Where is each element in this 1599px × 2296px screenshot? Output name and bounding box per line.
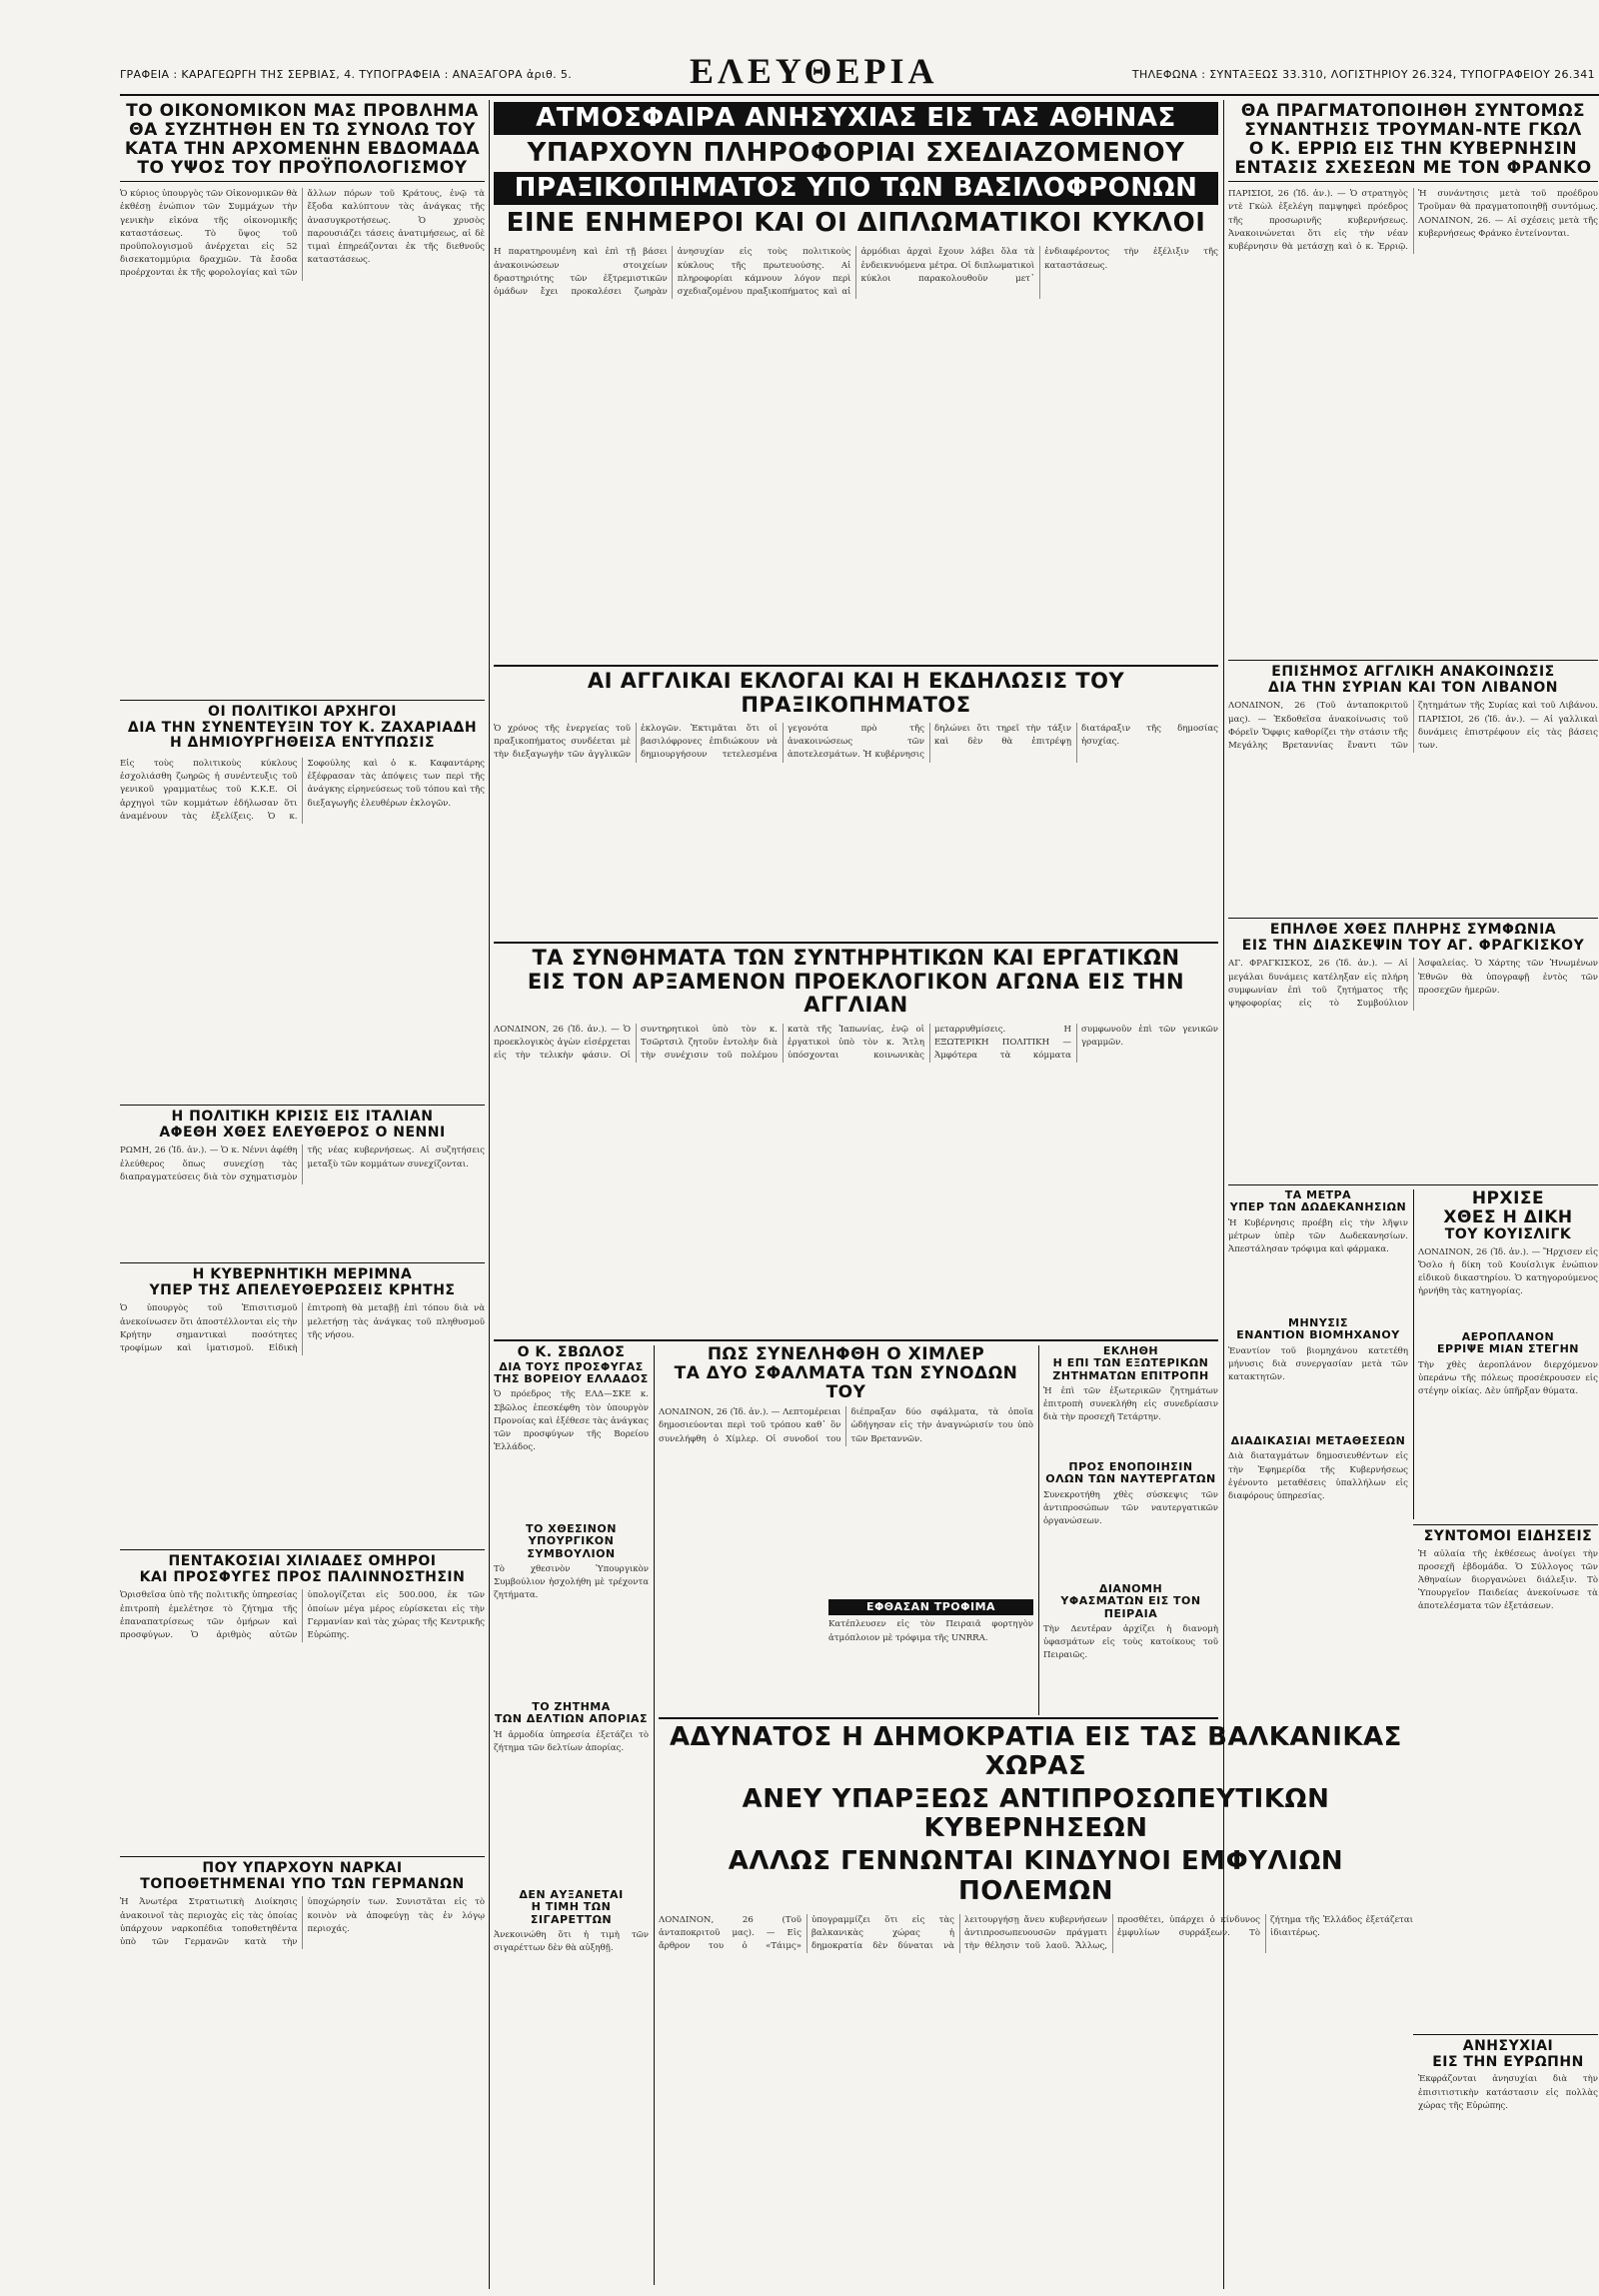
article-fabrics xyxy=(1043,1583,1218,1713)
headline: ΔΙΑΝΟΜΗ xyxy=(1098,1583,1163,1595)
headline: ΕΦΘΑΣΑΝ ΤΡΟΦΙΜΑ xyxy=(828,1599,1033,1615)
article-body: Ἡ αὐλαία τῆς ἐκθέσεως ἀνοίγει τὴν προσεχῆ ἑβδομάδα. Ὁ Σύλλογος τῶν Ἀθηναίων διοργανώνει διάλεξιν. Τὸ Ὑπουργεῖον Παιδείας ἀνεκοίνωσε τὰ ἀποτελέσματα τῶν ἐξετάσεων. xyxy=(1418,1548,1598,1612)
article-body: Ἡ ἐπὶ τῶν ἐξωτερικῶν ζητημάτων ἐπιτροπὴ συνεκλήθη εἰς συνεδρίασιν διὰ τὴν προσεχῆ Τετάρτην. xyxy=(1043,1385,1218,1423)
article-body: ΛΟΝΔΙΝΟΝ, 26 (Τοῦ ἀνταποκριτοῦ μας). — Εἰς ἄρθρον του ὁ «Τάιμς» ὑπογραμμίζει ὅτι εἰς τὰς βαλκανικὰς χώρας ἡ δημοκρατία δὲν δύναται νὰ λειτουργήσῃ ἄνευ κυβερνήσεων ἀντιπροσωπευουσῶν πράγματι τὴν θέλησιν τοῦ λαοῦ. Ἄλλως, προσθέτει, ὑπάρχει ὁ κίνδυνος ἐμφυλίων συρράξεων. Τὸ ζήτημα τῆς Ἑλλάδος ἐξετάζεται ἰδιαιτέρως. xyxy=(659,1914,1413,1952)
headline: ΥΠΑΡΧΟΥΝ ΠΛΗΡΟΦΟΡΙΑΙ ΣΧΕΔΙΑΖΟΜΕΝΟΥ xyxy=(527,138,1185,169)
headline: ΠΩΣ ΣΥΝΕΛΗΦΘΗ Ο ΧΙΜΛΕΡ xyxy=(707,1345,985,1364)
article-italy xyxy=(120,1110,485,1259)
headline: ΕΡΡΙΨΕ ΜΙΑΝ ΣΤΕΓΗΝ xyxy=(1437,1342,1579,1356)
headline: ΑΔΥΝΑΤΟΣ Η ΔΗΜΟΚΡΑΤΙΑ ΕΙΣ ΤΑΣ ΒΑΛΚΑΝΙΚΑΣ ΧΩΡΑΣ xyxy=(670,1723,1402,1782)
divider xyxy=(1413,2034,1598,2035)
article-body: Τὴν χθὲς ἀεροπλάνον διερχόμενον ὑπεράνω τῆς πόλεως προσέκρουσεν εἰς στέγην οἰκίας. Δὲν ὑπῆρξαν θύματα. xyxy=(1418,1359,1598,1397)
newspaper-title: ΕΛΕΥΘΕΡΙΑ xyxy=(690,51,938,91)
divider xyxy=(120,1856,485,1857)
headline: ΥΠΟΥΡΓΙΚΟΝ ΣΥΜΒΟΥΛΙΟΝ xyxy=(527,1534,616,1560)
article-europe xyxy=(1418,2039,1598,2279)
headline: ΕΚΛΗΘΗ xyxy=(1102,1345,1159,1357)
headline: ΕΝΑΝΤΙΟΝ ΒΙΟΜΗΧΑΝΟΥ xyxy=(1236,1328,1400,1342)
article-body: Ὁρισθεῖσα ὑπὸ τῆς πολιτικῆς ὑπηρεσίας ἐπιτροπὴ ἐμελέτησε τὸ ζήτημα τῆς ἐπαναπατρίσεως τῶν ὁμήρων καὶ προσφύγων. Ὁ ἀριθμὸς αὐτῶν ὑπολογίζεται εἰς 500.000, ἐκ τῶν ὁποίων μέγα μέρος εὑρίσκεται εἰς τὴν Γερμανίαν καὶ τὰς χώρας τῆς Κεντρικῆς Εὐρώπης. xyxy=(120,1590,485,1640)
masthead-offices: ΓΡΑΦΕΙΑ : ΚΑΡΑΓΕΩΡΓΗ ΤΗΣ ΣΕΡΒΙΑΣ, 4. ΤΥΠΟΓΡΑΦΕΙΑ : ΑΝΑΞΑΓΟΡΑ ἀριθ. 5. xyxy=(120,68,573,81)
headline: Η ΠΟΛΙΤΙΚΗ ΚΡΙΣΙΣ ΕΙΣ ΙΤΑΛΙΑΝ xyxy=(171,1110,434,1125)
headline: ΣΥΝΑΝΤΗΣΙΣ ΤΡΟΥΜΑΝ-ΝΤΕ ΓΚΩΛ xyxy=(1244,120,1582,141)
article-body: Ἡ ἁρμοδία ὑπηρεσία ἐξετάζει τὸ ζήτημα τῶν δελτίων ἀπορίας. xyxy=(494,1729,649,1753)
article-execution xyxy=(1043,1345,1218,1455)
article-divisions xyxy=(1228,1435,1408,1715)
headline: Η ΤΙΜΗ ΤΩΝ ΣΙΓΑΡΕΤΤΩΝ xyxy=(530,1900,613,1926)
headline: Η ΔΗΜΙΟΥΡΓΗΘΕΙΣΑ ΕΝΤΥΠΩΣΙΣ xyxy=(169,735,436,752)
headline: ΘΑ ΣΥΖΗΤΗΘΗ ΕΝ ΤΩ ΣΥΝΟΛΩ ΤΟΥ xyxy=(129,120,476,141)
headline: ΔΙΑ ΤΟΥΣ ΠΡΟΣΦΥΓΑΣ xyxy=(499,1359,644,1373)
article-deltia xyxy=(494,1701,649,1881)
article-body: Ὁ χρόνος τῆς ἐνεργείας τοῦ πραξικοπήματος συνδέεται μὲ τὴν διεξαγωγὴν τῶν ἀγγλικῶν ἐκλογῶν. Ἐκτιμᾶται ὅτι οἱ βασιλόφρονες ἐπιδιώκουν νὰ δημιουργήσουν τετελεσμένα γεγονότα πρὸ τῆς ἀνακοινώσεως τῶν ἀποτελεσμάτων. Ἡ κυβέρνησις δηλώνει ὅτι τηρεῖ τὴν τάξιν καὶ δὲν θὰ ἐπιτρέψῃ διατάραξιν τῆς δημοσίας ἡσυχίας. xyxy=(494,724,1218,761)
divider xyxy=(659,1717,1218,1719)
headline: ΤΟ ΟΙΚΟΝΟΜΙΚΟΝ ΜΑΣ ΠΡΟΒΛΗΜΑ xyxy=(126,102,479,121)
divider xyxy=(1228,1184,1598,1185)
article-body: Ἡ Ἀνωτέρα Στρατιωτικὴ Διοίκησις ἀνακοινοῖ τὰς περιοχὰς εἰς τὰς ὁποίας ὑπάρχουν ναρκοπέδια τοποθετηθέντα ὑπὸ τῶν Γερμανῶν κατὰ τὴν ὑποχώρησίν των. Συνιστᾶται εἰς τὸ κοινὸν νὰ ἀποφεύγῃ τὰς ἐν λόγῳ περιοχάς. xyxy=(120,1897,485,1947)
headline: ΠΡΟΣ ΕΝΟΠΟΙΗΣΙΝ xyxy=(1068,1461,1193,1473)
divider xyxy=(120,1262,485,1263)
headline: ΣΥΝΤΟΜΟΙ ΕΙΔΗΣΕΙΣ xyxy=(1423,1529,1593,1544)
divider xyxy=(120,1105,485,1106)
headline: ΑΕΡΟΠΛΑΝΟΝ xyxy=(1461,1331,1555,1343)
headline: Ο Κ. ΣΒΩΛΟΣ xyxy=(517,1345,626,1360)
headline: ΤΟΠΟΘΕΤΗΜΕΝΑΙ ΥΠΟ ΤΩΝ ΓΕΡΜΑΝΩΝ xyxy=(140,1875,465,1892)
headline: ΕΠΙΣΗΜΟΣ ΑΓΓΛΙΚΗ ΑΝΑΚΟΙΝΩΣΙΣ xyxy=(1271,665,1555,680)
divider xyxy=(1228,918,1598,919)
headline: ΕΙΣ ΤΟΝ ΑΡΞΑΜΕΝΟΝ ΠΡΟΕΚΛΟΓΙΚΟΝ ΑΓΩΝΑ ΕΙΣ ΤΗΝ ΑΓΓΛΙΑΝ xyxy=(527,969,1185,1018)
article-truman xyxy=(1228,102,1598,657)
article-hostages xyxy=(120,1554,485,1854)
article-body: Ὁ πρόεδρος τῆς ΕΛΔ—ΣΚΕ κ. Σβῶλος ἐπεσκέφθη τὸν ὑπουργὸν Προνοίας καὶ ἐξέθεσε τὰς ἀνάγκας τῶν προσφύγων τῆς Βορείου Ἑλλάδος. xyxy=(494,1389,649,1453)
headline: ΔΙΑ ΤΗΝ ΣΥΝΕΝΤΕΥΞΙΝ ΤΟΥ Κ. ΖΑΧΑΡΙΑΔΗ xyxy=(127,719,478,736)
article-uk-elections xyxy=(494,670,1218,940)
article-unify xyxy=(1043,1461,1218,1576)
headline: ΥΦΑΣΜΑΤΩΝ ΕΙΣ ΤΟΝ ΠΕΙΡΑΙΑ xyxy=(1060,1594,1201,1620)
headline: ΕΙΝΕ ΕΝΗΜΕΡΟΙ ΚΑΙ ΟΙ ΔΙΠΛΩΜΑΤΙΚΟΙ ΚΥΚΛΟΙ xyxy=(506,208,1206,239)
headline: ΑΝΕΥ ΥΠΑΡΞΕΩΣ ΑΝΤΙΠΡΟΣΩΠΕΥΤΙΚΩΝ ΚΥΒΕΡΝΗΣΕΩΝ xyxy=(742,1784,1330,1844)
headline: ΚΑΙ ΠΡΟΣΦΥΓΕΣ ΠΡΟΣ ΠΑΛΙΝΝΟΣΤΗΣΙΝ xyxy=(139,1568,466,1585)
article-body: ΠΑΡΙΣΙΟΙ, 26 (Ἰδ. ἀν.). — Ὁ στρατηγὸς ντὲ Γκὼλ ἐξελέγη παμψηφεὶ πρόεδρος τῆς προσωρινῆς κυβερνήσεως. Ἀνακοινώνεται ὅτι εἰς τὴν νέαν κυβέρνησιν θὰ μετάσχῃ καὶ ὁ κ. Ἐρριῷ. Ἡ συνάντησις μετὰ τοῦ προέδρου Τροῦμαν θὰ πραγματοποιηθῇ συντόμως. ΛΟΝΔΙΝΟΝ, 26. — Αἱ σχέσεις μετὰ τῆς κυβερνήσεως Φράνκο ἐντείνονται. xyxy=(1228,189,1598,252)
column-rule xyxy=(489,100,490,2289)
headline: ΘΑ ΠΡΑΓΜΑΤΟΠΟΙΗΘΗ ΣΥΝΤΟΜΩΣ xyxy=(1240,102,1586,121)
headline: ΗΡΧΙΣΕ xyxy=(1471,1189,1545,1208)
headline: ΤΗΣ ΒΟΡΕΙΟΥ ΕΛΛΑΔΟΣ xyxy=(494,1371,649,1385)
article-body: Συνεκροτήθη χθὲς σύσκεψις τῶν ἀντιπροσώπων τῶν ναυτεργατικῶν ὀργανώσεων. xyxy=(1043,1489,1218,1527)
headline: ΚΑΤΑ ΤΗΝ ΑΡΧΟΜΕΝΗΝ ΕΒΔΟΜΑΔΑ xyxy=(124,139,481,160)
article-quisling xyxy=(1418,1189,1598,1324)
headline: ΑΝΗΣΥΧΙΑΙ xyxy=(1462,2039,1554,2054)
article-body: Εἰς τοὺς πολιτικοὺς κύκλους ἐσχολιάσθη ζωηρῶς ἡ συνέντευξις τοῦ γενικοῦ γραμματέως τοῦ Κ.Κ.Ε. Οἱ ἀρχηγοὶ τῶν κομμάτων ἐδήλωσαν ὅτι ἀναμένουν τὰς ἐξελίξεις. Ὁ κ. Σοφούλης καὶ ὁ κ. Καφαντάρης ἐξέφρασαν τὰς ἀπόψεις των περὶ τῆς ἀνάγκης εἰρηνεύσεως τοῦ τόπου καὶ τῆς διεξαγωγῆς ἐλευθέρων ἐκλογῶν. xyxy=(120,759,485,822)
divider xyxy=(494,665,1218,667)
divider xyxy=(494,1339,1218,1341)
masthead xyxy=(120,52,1599,92)
headline: ΤΟ ΖΗΤΗΜΑ xyxy=(532,1701,611,1713)
headline: Ο Κ. ΕΡΡΙΩ ΕΙΣ ΤΗΝ ΚΥΒΕΡΝΗΣΙΝ xyxy=(1248,139,1578,160)
column-rule xyxy=(654,1345,655,2285)
masthead-rule xyxy=(120,94,1599,96)
headline: ΟΛΩΝ ΤΩΝ ΝΑΥΤΕΡΓΑΤΩΝ xyxy=(1045,1472,1216,1486)
headline: ΕΝΤΑΣΙΣ ΣΧΕΣΕΩΝ ΜΕ ΤΟΝ ΦΡΑΝΚΟ xyxy=(1228,159,1598,182)
article-body: Διὰ διαταγμάτων δημοσιευθέντων εἰς τὴν Ἐφημερίδα τῆς Κυβερνήσεως ἐγένοντο μεταθέσεις ὑπαλλήλων εἰς διαφόρους ὑπηρεσίας. xyxy=(1228,1451,1408,1501)
divider xyxy=(1228,660,1598,661)
headline: ΕΠΗΛΘΕ ΧΘΕΣ ΠΛΗΡΗΣ ΣΥΜΦΩΝΙΑ xyxy=(1269,923,1557,938)
headline: ΑΤΜΟΣΦΑΙΡΑ ΑΝΗΣΥΧΙΑΣ ΕΙΣ ΤΑΣ ΑΘΗΝΑΣ xyxy=(494,102,1218,135)
article-mines xyxy=(120,1861,485,2281)
article-body: Τὴν Δευτέραν ἀρχίζει ἡ διανομὴ ὑφασμάτων εἰς τοὺς κατοίκους τοῦ Πειραιῶς. xyxy=(1043,1623,1218,1661)
article-body: Η παρατηρουμένη καὶ ἐπὶ τῇ βάσει ἀνακοινώσεων στοιχείων δραστηριότης τῶν ἐξτρεμιστικῶν ὁμάδων ἔχει προκαλέσει ζωηρὰν ἀνησυχίαν εἰς τοὺς πολιτικοὺς κύκλους τῆς πρωτευούσης. Αἱ πληροφορίαι κάμνουν λόγον περὶ σχεδιαζομένου πραξικοπήματος καὶ αἱ ἁρμόδιαι ἀρχαὶ ἔχουν λάβει ὅλα τὰ ἐνδεικνυόμενα μέτρα. Οἱ διπλωματικοὶ κύκλοι παρακολουθοῦν μετ᾽ ἐνδιαφέροντος τὴν ἐξέλιξιν τῆς καταστάσεως. xyxy=(494,247,1218,298)
article-svolos xyxy=(494,1345,649,1515)
headline: ΑΦΕΘΗ ΧΘΕΣ ΕΛΕΥΘΕΡΟΣ Ο ΝΕΝΝΙ xyxy=(159,1124,446,1141)
headline: ΧΘΕΣ Η ΔΙΚΗ xyxy=(1443,1207,1573,1228)
headline: ΟΙ ΠΟΛΙΤΙΚΟΙ ΑΡΧΗΓΟΙ xyxy=(208,705,397,720)
article-francisco xyxy=(1228,923,1598,1182)
headline: ΑΛΛΩΣ ΓΕΝΝΩΝΤΑΙ ΚΙΝΔΥΝΟΙ ΕΜΦΥΛΙΩΝ ΠΟΛΕΜΩΝ xyxy=(728,1846,1344,1906)
headline: ΔΕΝ ΑΥΞΑΝΕΤΑΙ xyxy=(519,1889,624,1901)
headline: ΤΟ ΥΨΟΣ ΤΟΥ ΠΡΟΫΠΟΛΟΓΙΣΜΟΥ xyxy=(120,159,485,182)
article-body: ΛΟΝΔΙΝΟΝ, 26 (Τοῦ ἀνταποκριτοῦ μας). — Ἐκδοθεῖσα ἀνακοίνωσις τοῦ Φόρεϊν Ὄφφις καθορίζει τὴν στάσιν τῆς Μεγάλης Βρεταννίας ἔναντι τῶν ζητημάτων τῆς Συρίας καὶ τοῦ Λιβάνου. ΠΑΡΙΣΙΟΙ, 26 (Ἰδ. ἀν.). — Αἱ γαλλικαὶ δυνάμεις ἐπιστρέφουν εἰς τὰς βάσεις των. xyxy=(1228,701,1598,751)
article-crete xyxy=(120,1267,485,1547)
headline: ΔΙΑ ΤΗΝ ΣΥΡΙΑΝ ΚΑΙ ΤΟΝ ΛΙΒΑΝΟΝ xyxy=(1268,679,1558,696)
article-body: Ὁ κύριος ὑπουργὸς τῶν Οἰκονομικῶν θὰ ἐκθέσῃ ἐνώπιον τῶν Συμμάχων τὴν γενικὴν εἰκόνα τῆς οἰκονομικῆς καταστάσεως. Τὸ ὕψος τοῦ προϋπολογισμοῦ ἀνέρχεται εἰς 52 δισεκατομμύρια δραχμῶν. Τὰ ἔσοδα προέρχονται ἐκ τῆς φορολογίας καὶ τῶν ἄλλων πόρων τοῦ Κράτους, ἐνῷ τὰ ἔξοδα καλύπτουν τὰς ἀνάγκας τῆς ἀνασυγκροτήσεως. Ὁ χρυσὸς παρουσιάζει τάσεις ἀνατιμήσεως, αἱ δὲ τιμαὶ ἐπηρεάζονται ἐκ τῆς διεθνοῦς καταστάσεως. xyxy=(120,189,485,279)
headline: ΤΟ ΧΘΕΣΙΝΟΝ xyxy=(526,1523,617,1535)
article-body: ΑΓ. ΦΡΑΓΚΙΣΚΟΣ, 26 (Ἰδ. ἀν.). — Αἱ μεγάλαι δυνάμεις κατέληξαν εἰς πλήρη συμφωνίαν ἐπὶ τοῦ ζητήματος τῆς ψηφοφορίας εἰς τὸ Συμβούλιον Ἀσφαλείας. Ὁ Χάρτης τῶν Ἡνωμένων Ἐθνῶν θὰ ὑπογραφῇ ἐντὸς τῶν προσεχῶν ἡμερῶν. xyxy=(1228,959,1598,1009)
article-body: Ἀνεκοινώθη ὅτι ἡ τιμὴ τῶν σιγαρέττων δὲν θὰ αὐξηθῇ. xyxy=(494,1929,649,1954)
headline: ΔΙΑΔΙΚΑΣΙΑΙ ΜΕΤΑΘΕΣΕΩΝ xyxy=(1230,1435,1406,1447)
headline: ΤΩΝ ΔΕΛΤΙΩΝ ΑΠΟΡΙΑΣ xyxy=(494,1712,649,1726)
article-body: Ἐναντίον τοῦ βιομηχάνου κατετέθη μήνυσις διὰ συνεργασίαν μετὰ τῶν κατακτητῶν. xyxy=(1228,1345,1408,1383)
divider xyxy=(1413,1524,1598,1525)
article-body: Τὸ χθεσινὸν Ὑπουργικὸν Συμβούλιον ἠσχολήθη μὲ τρέχοντα ζητήματα. xyxy=(494,1563,649,1601)
article-leaders xyxy=(120,705,485,1105)
article-aeroplane xyxy=(1418,1331,1598,1521)
headline: ΕΙΣ ΤΗΝ ΕΥΡΩΠΗΝ xyxy=(1432,2053,1584,2070)
article-food xyxy=(828,1599,1033,1709)
headline: ΠΟΥ ΥΠΑΡΧΟΥΝ ΝΑΡΚΑΙ xyxy=(202,1861,403,1876)
divider xyxy=(120,1549,485,1550)
article-body: ΛΟΝΔΙΝΟΝ, 26 (Ἰδ. ἀν.). — Ὁ προεκλογικὸς ἀγὼν εἰσέρχεται εἰς τὴν τελικὴν φάσιν. Οἱ συντηρητικοὶ ὑπὸ τὸν κ. Τσῶρτσιλ ζητοῦν ἐντολὴν διὰ τὴν συνέχισιν τοῦ πολέμου κατὰ τῆς Ἰαπωνίας, ἐνῷ οἱ ἐργατικοὶ ὑπὸ τὸν κ. Ἄτλη ὑπόσχονται κοινωνικὰς μεταρρυθμίσεις. Η ΕΞΩΤΕΡΙΚΗ ΠΟΛΙΤΙΚΗ — Ἀμφότερα τὰ κόμματα συμφωνοῦν ἐπὶ τῶν γενικῶν γραμμῶν. xyxy=(494,1024,1218,1061)
article-measures xyxy=(1228,1189,1408,1309)
headline: ΤΟΥ ΚΟΥΙΣΛΙΓΚ xyxy=(1444,1226,1572,1243)
headline: ΤΑ ΔΥΟ ΣΦΑΛΜΑΤΑ ΤΩΝ ΣΥΝΟΔΩΝ ΤΟΥ xyxy=(674,1363,1018,1403)
article-syria xyxy=(1228,665,1598,915)
headline: ΤΑ ΜΕΤΡΑ xyxy=(1284,1189,1352,1201)
article-body: Ἡ Κυβέρνησις προέβη εἰς τὴν λῆψιν μέτρων ὑπὲρ τῶν Δωδεκανησίων. Ἀπεστάλησαν τρόφιμα καὶ φάρμακα. xyxy=(1228,1217,1408,1255)
headline: ΑΙ ΑΓΓΛΙΚΑΙ ΕΚΛΟΓΑΙ ΚΑΙ Η ΕΚΔΗΛΩΣΙΣ ΤΟΥ ΠΡΑΞΙΚΟΠΗΜΑΤΟΣ xyxy=(587,670,1125,717)
headline: ΥΠΕΡ ΤΩΝ ΔΩΔΕΚΑΝΗΣΙΩΝ xyxy=(1229,1200,1407,1214)
column-rule xyxy=(1413,1189,1414,1519)
article-mhnysis xyxy=(1228,1317,1408,1427)
headline: ΕΙΣ ΤΗΝ ΔΙΑΣΚΕΨΙΝ ΤΟΥ ΑΓ. ΦΡΑΓΚΙΣΚΟΥ xyxy=(1241,937,1585,954)
article-body: ΛΟΝΔΙΝΟΝ, 26 (Ἰδ. ἀν.). — Λεπτομέρειαι δημοσιεύονται περὶ τοῦ τρόπου καθ᾽ ὃν συνελήφθη ὁ Χίμλερ. Οἱ συνοδοί του διέπραξαν δύο σφάλματα, τὰ ὁποῖα ὡδήγησαν εἰς τὴν ἀναγνώρισίν του ὑπὸ τῶν Βρεταννῶν. xyxy=(659,1407,1033,1444)
headline: ΜΗΝΥΣΙΣ xyxy=(1288,1317,1348,1329)
divider xyxy=(494,942,1218,944)
article-body: Ἐκφράζονται ἀνησυχίαι διὰ τὴν ἐπισιτιστικὴν κατάστασιν εἰς πολλὰς χώρας τῆς Εὐρώπης. xyxy=(1418,2074,1598,2111)
headline: ΠΡΑΞΙΚΟΠΗΜΑΤΟΣ ΥΠΟ ΤΩΝ ΒΑΣΙΛΟΦΡΟΝΩΝ xyxy=(494,172,1218,205)
article-body: ΡΩΜΗ, 26 (Ἰδ. ἀν.). — Ὁ κ. Νέννι ἀφέθη ἐλεύθερος ὅπως συνεχίσῃ τὰς διαπραγματεύσεις διὰ τὸν σχηματισμὸν τῆς νέας κυβερνήσεως. Αἱ συζητήσεις μεταξὺ τῶν κομμάτων συνεχίζονται. xyxy=(120,1146,485,1182)
article-economy xyxy=(120,102,485,697)
article-cigarettes xyxy=(494,1889,649,2279)
article-atmosphere xyxy=(494,102,1218,662)
article-body: Ὁ ὑπουργὸς τοῦ Ἐπισιτισμοῦ ἀνεκοίνωσεν ὅτι ἀποστέλλονται εἰς τὴν Κρήτην σημαντικαὶ ποσότητες τροφίμων καὶ ἱματισμοῦ. Εἰδικὴ ἐπιτροπὴ θὰ μεταβῇ ἐπὶ τόπου διὰ νὰ μελετήσῃ τὰς ἀνάγκας τοῦ πληθυσμοῦ τῆς νήσου. xyxy=(120,1303,485,1353)
article-brief xyxy=(1418,1529,1598,2029)
article-balkans xyxy=(659,1723,1413,2283)
divider xyxy=(120,700,485,701)
article-body: Κατέπλευσεν εἰς τὸν Πειραιᾶ φορτηγὸν ἀτμόπλοιον μὲ τρόφιμα τῆς UNRRA. xyxy=(828,1619,1033,1643)
article-uk-campaign xyxy=(494,947,1218,1336)
headline: Η ΕΠΙ ΤΩΝ ΕΞΩΤΕΡΙΚΩΝ xyxy=(1052,1356,1209,1370)
column-rule xyxy=(1038,1345,1039,1715)
headline: ΤΑ ΣΥΝΘΗΜΑΤΑ ΤΩΝ ΣΥΝΤΗΡΗΤΙΚΩΝ ΚΑΙ ΕΡΓΑΤΙΚΩΝ xyxy=(532,947,1180,970)
headline: Η ΚΥΒΕΡΝΗΤΙΚΗ ΜΕΡΙΜΝΑ xyxy=(192,1267,413,1282)
headline: ΠΕΝΤΑΚΟΣΙΑΙ ΧΙΛΙΑΔΕΣ ΟΜΗΡΟΙ xyxy=(168,1554,437,1569)
article-xtheson xyxy=(494,1523,649,1693)
masthead-phones: ΤΗΛΕΦΩΝΑ : ΣΥΝΤΑΞΕΩΣ 33.310, ΛΟΓΙΣΤΗΡΙΟΥ 26.324, ΤΥΠΟΓΡΑΦΕΙΟΥ 26.341 xyxy=(1131,68,1595,81)
article-body: ΛΟΝΔΙΝΟΝ, 26 (Ἰδ. ἀν.). — Ἤρχισεν εἰς Ὄσλο ἡ δίκη τοῦ Κουίσλιγκ ἐνώπιον εἰδικοῦ δικαστηρίου. Ὁ κατηγορούμενος ἠρνήθη τὰς κατηγορίας. xyxy=(1418,1246,1598,1297)
headline: ΥΠΕΡ ΤΗΣ ΑΠΕΛΕΥΘΕΡΩΣΕΙΣ ΚΡΗΤΗΣ xyxy=(149,1281,456,1298)
headline: ΖΗΤΗΜΑΤΩΝ ΕΠΙΤΡΟΠΗ xyxy=(1052,1368,1209,1382)
